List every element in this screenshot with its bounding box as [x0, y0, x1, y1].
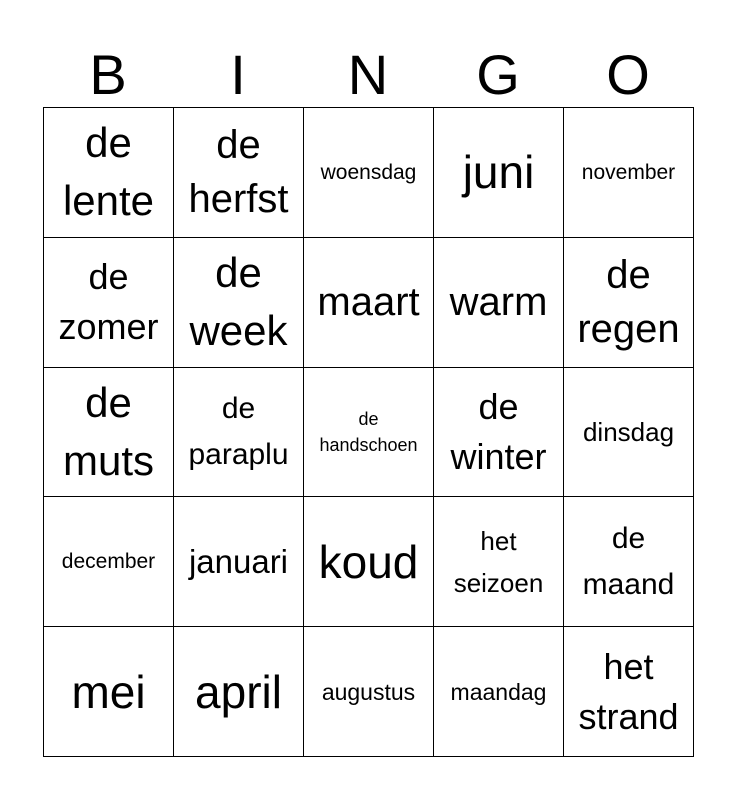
cell-text: de muts [62, 378, 154, 484]
cell-text: november [581, 160, 676, 184]
cell-text: december [61, 550, 156, 574]
bingo-cell[interactable] [564, 497, 694, 627]
header-letter-b: B [89, 43, 127, 106]
cell-text: de herfst [188, 123, 289, 222]
cell-text: januari [188, 542, 289, 580]
bingo-cell[interactable] [174, 108, 304, 238]
header-letter-g: G [476, 43, 520, 106]
bingo-cell[interactable] [174, 368, 304, 498]
bingo-cell[interactable] [174, 627, 304, 757]
cell-text: mei [71, 665, 146, 718]
cell-text: de week [189, 249, 288, 355]
bingo-cell[interactable] [44, 108, 174, 238]
cell-text: maart [317, 280, 420, 325]
bingo-header [43, 44, 693, 106]
cell-text: april [195, 665, 282, 718]
cell-text: het strand [578, 645, 679, 737]
cell-text: juni [462, 146, 535, 199]
bingo-cell[interactable] [564, 238, 694, 368]
bingo-cell[interactable] [304, 238, 434, 368]
bingo-cell[interactable] [304, 368, 434, 498]
bingo-cell[interactable] [434, 368, 564, 498]
bingo-cell[interactable] [434, 238, 564, 368]
bingo-cell[interactable] [44, 238, 174, 368]
cell-text: de lente [62, 119, 155, 225]
cell-text: het seizoen [453, 525, 544, 598]
bingo-cell[interactable] [434, 627, 564, 757]
bingo-cell[interactable] [304, 108, 434, 238]
header-letter-n: N [347, 43, 389, 106]
bingo-cell[interactable] [564, 108, 694, 238]
bingo-cell[interactable] [304, 627, 434, 757]
bingo-cell[interactable] [44, 627, 174, 757]
bingo-cell[interactable] [174, 497, 304, 627]
bingo-cell[interactable] [304, 497, 434, 627]
cell-text: augustus [321, 678, 416, 705]
cell-text: woensdag [320, 160, 417, 184]
cell-text: dinsdag [582, 416, 675, 447]
cell-text: de winter [450, 385, 547, 477]
header-letter-o: O [606, 43, 650, 106]
bingo-cell[interactable] [174, 238, 304, 368]
cell-text: koud [318, 535, 419, 588]
cell-text: de regen [577, 253, 680, 352]
bingo-cell[interactable] [434, 497, 564, 627]
cell-text: maandag [450, 678, 547, 705]
cell-text: de zomer [58, 256, 159, 348]
cell-text: de paraplu [188, 391, 289, 471]
header-letter-i: I [230, 43, 246, 106]
cell-text: de handschoen [319, 408, 418, 455]
bingo-cell[interactable] [564, 368, 694, 498]
cell-text: warm [449, 280, 548, 325]
bingo-cell[interactable] [564, 627, 694, 757]
bingo-card-grid [43, 107, 694, 757]
bingo-cell[interactable] [434, 108, 564, 238]
bingo-cell[interactable] [44, 368, 174, 498]
cell-text: de maand [582, 521, 675, 601]
bingo-cell[interactable] [44, 497, 174, 627]
